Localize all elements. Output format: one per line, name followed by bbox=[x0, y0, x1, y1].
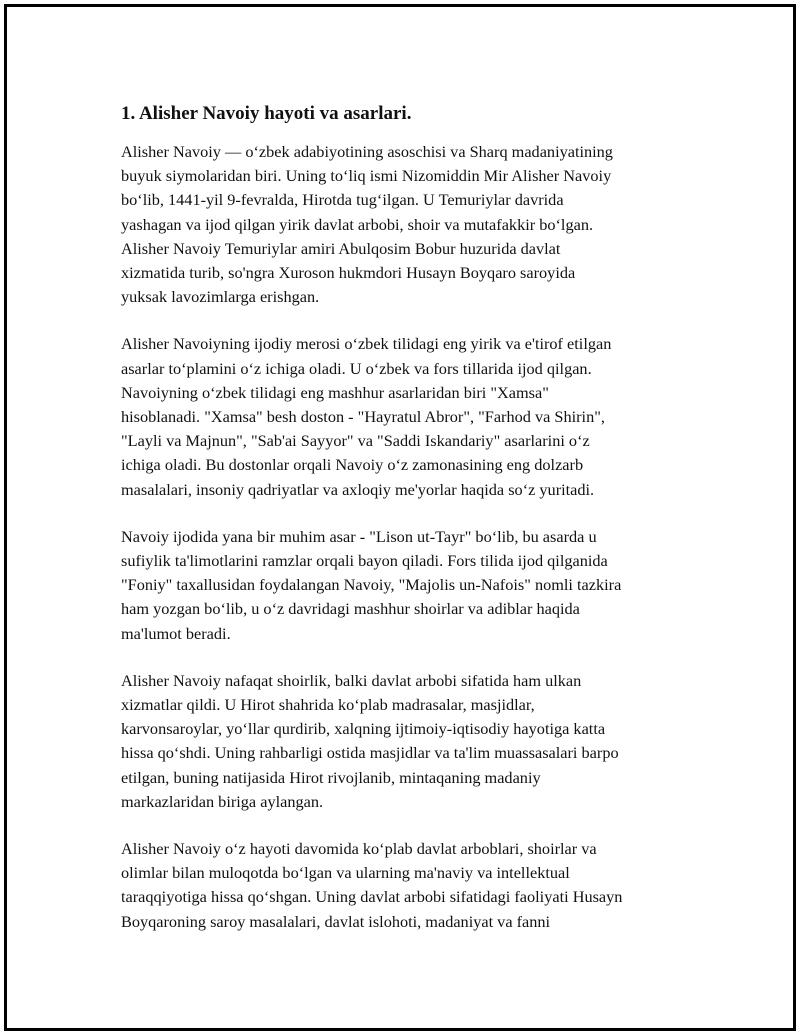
text-line: Alisher Navoiy Temuriylar amiri Abulqosim Bobur huzurida davlat bbox=[121, 238, 561, 258]
document-body bbox=[121, 102, 711, 957]
text-line: taraqqiyotiga hissa qo‘shgan. Uning davlat arbobi sifatidagi faoliyati Husayn bbox=[121, 887, 623, 907]
text-line: "Foniy" taxallusidan foydalangan Navoiy, "Majolis un-Nafois" nomli tazkira bbox=[121, 575, 622, 595]
text-line: yuksak lavozimlarga erishgan. bbox=[121, 287, 320, 307]
text-line: xizmatida turib, so'ngra Xuroson hukmdori Husayn Boyqaro saroyida bbox=[121, 263, 576, 283]
text-line: Navoiyning o‘zbek tilidagi eng mashhur asarlaridan biri "Xamsa" bbox=[121, 382, 549, 402]
paragraph-1 bbox=[121, 140, 711, 309]
paragraph-3 bbox=[121, 525, 711, 646]
text-line: Alisher Navoiy o‘z hayoti davomida ko‘plab davlat arboblari, shoirlar va bbox=[121, 839, 597, 859]
text-line: Alisher Navoiy nafaqat shoirlik, balki davlat arbobi sifatida ham ulkan bbox=[121, 670, 582, 690]
text-line: ham yozgan bo‘lib, u o‘z davridagi mashhur shoirlar va adiblar haqida bbox=[121, 599, 580, 619]
text-line: hissa qo‘shdi. Uning rahbarligi ostida masjidlar va ta'lim muassasalari barpo bbox=[121, 743, 619, 763]
text-line: yashagan va ijod qilgan yirik davlat arbobi, shoir va mutafakkir bo‘lgan. bbox=[121, 214, 594, 234]
text-line: Alisher Navoiyning ijodiy merosi o‘zbek tilidagi eng yirik va e'tirof etilgan bbox=[121, 334, 612, 354]
text-line: hisoblanadi. "Xamsa" besh doston - "Hayratul Abror", "Farhod va Shirin", bbox=[121, 407, 605, 427]
paragraph-5 bbox=[121, 837, 711, 934]
text-line: bo‘lib, 1441-yil 9-fevralda, Hirotda tug‘ilgan. U Temuriylar davrida bbox=[121, 190, 564, 210]
text-line: sufiylik ta'limotlarini ramzlar orqali bayon qiladi. Fors tilida ijod qilganida bbox=[121, 551, 608, 571]
text-line: Navoiy ijodida yana bir muhim asar - "Lison ut-Tayr" bo‘lib, bu asarda u bbox=[121, 526, 597, 546]
text-line: masalalari, insoniy qadriyatlar va axloqiy me'yorlar haqida so‘z yuritadi. bbox=[121, 479, 595, 499]
text-line: etilgan, buning natijasida Hirot rivojlanib, mintaqaning madaniy bbox=[121, 767, 541, 787]
document-title: 1. Alisher Navoiy hayoti va asarlari. bbox=[121, 103, 412, 124]
paragraph-4 bbox=[121, 669, 711, 814]
text-line: xizmatlar qildi. U Hirot shahrida ko‘plab madrasalar, masjidlar, bbox=[121, 695, 535, 715]
text-line: buyuk siymolaridan biri. Uning to‘liq ismi Nizomiddin Mir Alisher Navoiy bbox=[121, 166, 612, 186]
page-frame bbox=[4, 4, 796, 1031]
text-line: karvonsaroylar, yo‘llar qurdirib, xalqning ijtimoiy-iqtisodiy hayotiga katta bbox=[121, 719, 606, 739]
text-line: markazlaridan biriga aylangan. bbox=[121, 791, 324, 811]
text-line: olimlar bilan muloqotda bo‘lgan va ularning ma'naviy va intellektual bbox=[121, 863, 570, 883]
text-line: ichiga oladi. Bu dostonlar orqali Navoiy o‘z zamonasining eng dolzarb bbox=[121, 455, 584, 475]
text-line: ma'lumot beradi. bbox=[121, 623, 231, 643]
text-line: "Layli va Majnun", "Sab'ai Sayyor" va "Saddi Iskandariy" asarlarini o‘z bbox=[121, 431, 590, 451]
text-line: Alisher Navoiy — o‘zbek adabiyotining asoschisi va Sharq madaniyatining bbox=[121, 142, 613, 161]
paragraph-2 bbox=[121, 332, 711, 501]
text-line: asarlar to‘plamini o‘z ichiga oladi. U o‘zbek va fors tillarida ijod qilgan. bbox=[121, 358, 592, 378]
text-line: Boyqaroning saroy masalalari, davlat islohoti, madaniyat va fanni bbox=[121, 911, 551, 931]
